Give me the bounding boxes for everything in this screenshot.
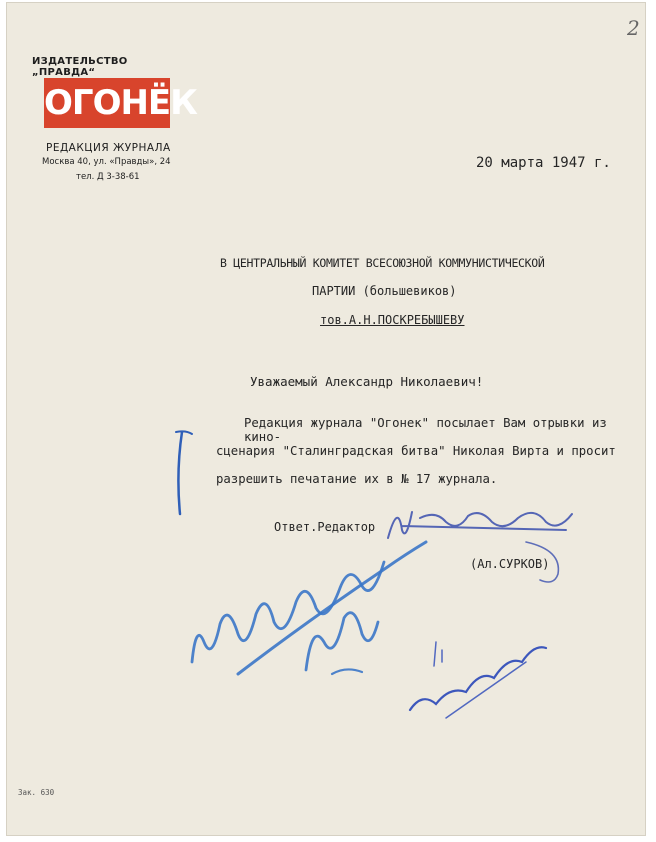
body-line-3: разрешить печатание их в № 17 журнала. bbox=[216, 472, 498, 486]
signatory-name: (Ал.СУРКОВ) bbox=[470, 557, 550, 571]
publisher-name: ИЗДАТЕЛЬСТВО „ПРАВДА“ bbox=[32, 56, 128, 78]
addressee-line-2: ПАРТИИ (большевиков) bbox=[312, 284, 457, 298]
registration-number-note bbox=[410, 647, 546, 710]
addressee-name: тов.А.Н.ПОСКРЕБЫШЕВУ bbox=[320, 313, 465, 327]
pencil-resolution-scribble bbox=[192, 562, 384, 662]
letterhead-phone: тел. Д 3-38-61 bbox=[76, 172, 140, 182]
signature-label: Ответ.Редактор bbox=[274, 520, 376, 534]
page-number: 2 bbox=[627, 16, 640, 40]
department-label: РЕДАКЦИЯ ЖУРНАЛА bbox=[46, 142, 171, 154]
body-line-2: сценария "Сталинградская битва" Николая Вирта и просит bbox=[216, 444, 616, 458]
print-order-footer: Зак. 630 bbox=[18, 788, 55, 797]
body-line-1: Редакция журнала "Огонек" посылает Вам отрывки из кино- bbox=[244, 416, 607, 444]
ogonek-logo: ОГОНЁК bbox=[44, 78, 170, 128]
margin-bracket-mark bbox=[178, 432, 182, 514]
addressee-line-1: В ЦЕНТРАЛЬНЫЙ КОМИТЕТ ВСЕСОЮЗНОЙ КОММУНИСТИЧЕСКОЙ bbox=[220, 256, 545, 270]
letter-page bbox=[6, 2, 646, 836]
greeting: Уважаемый Александр Николаевич! bbox=[250, 374, 484, 389]
letterhead-address: Москва 40, ул. «Правды», 24 bbox=[42, 157, 171, 167]
editor-signature bbox=[388, 512, 572, 538]
letter-date: 20 марта 1947 г. bbox=[476, 155, 611, 171]
